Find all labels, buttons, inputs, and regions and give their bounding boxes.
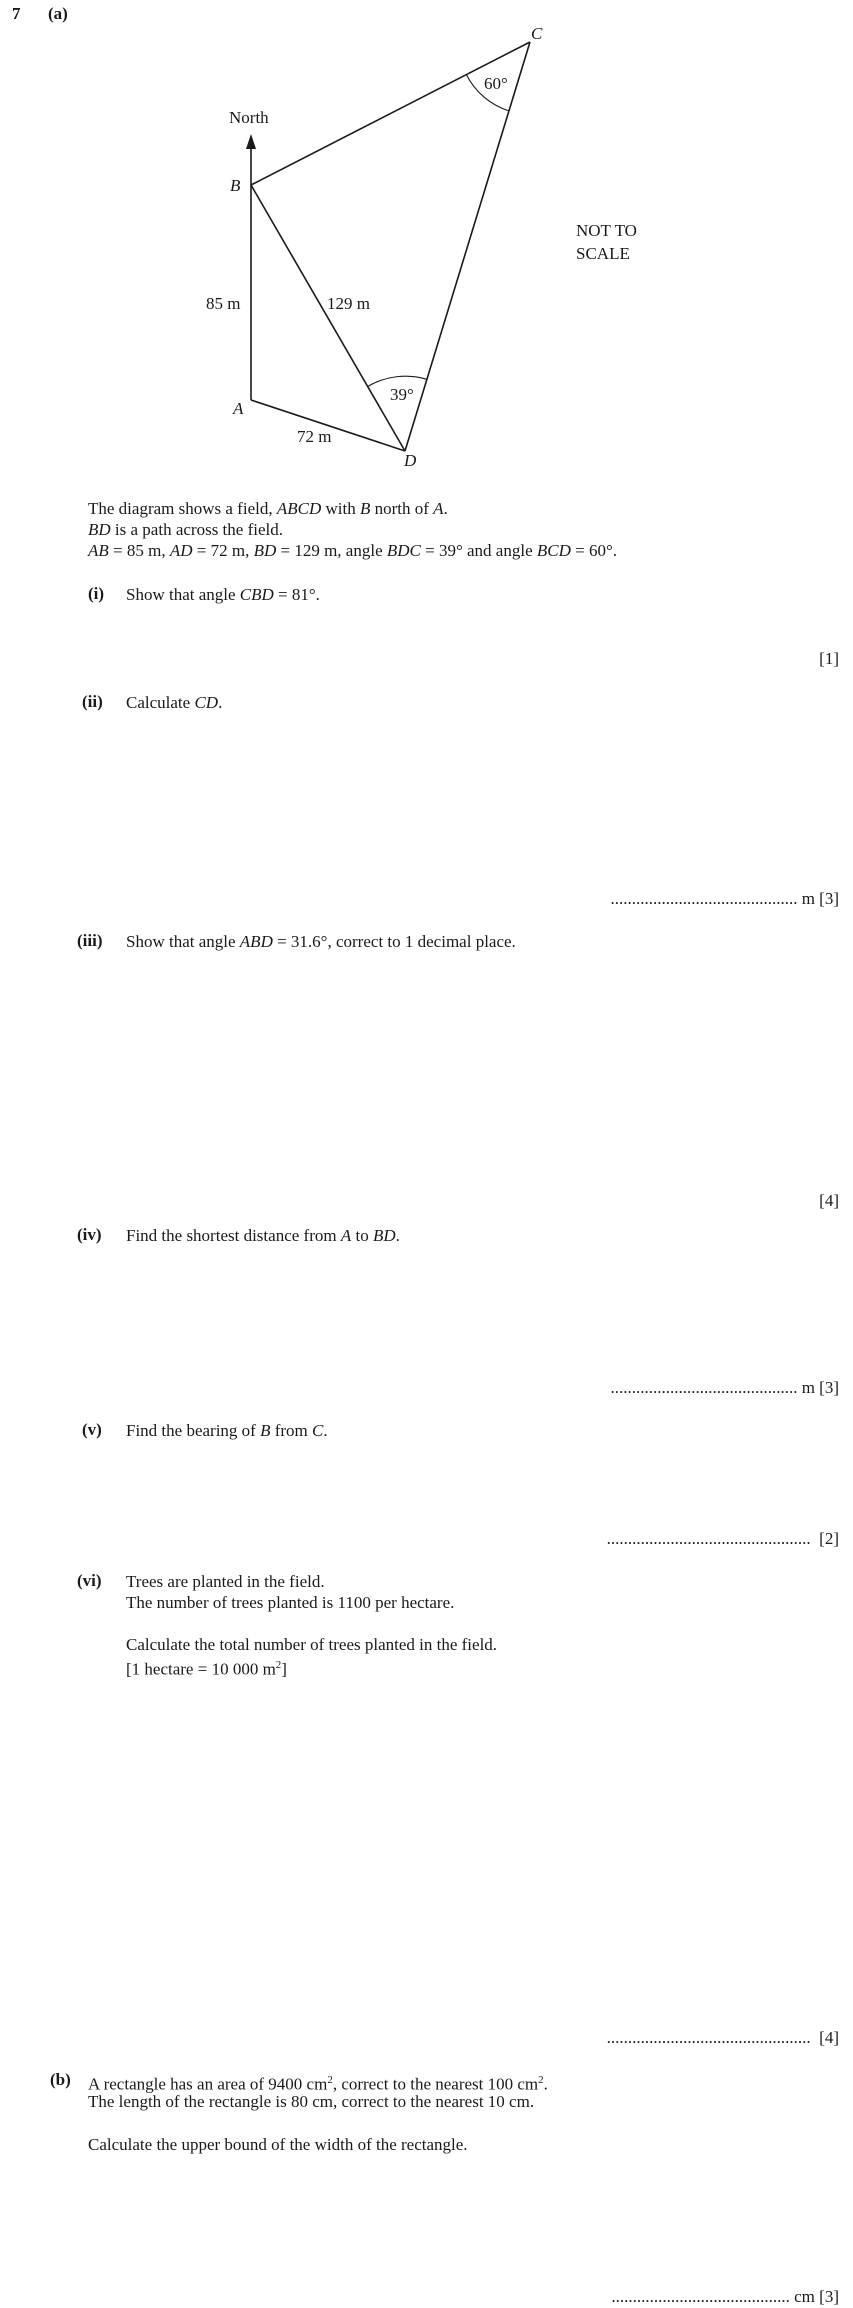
part-v-label: (v)	[82, 1420, 102, 1439]
path-bd	[251, 185, 405, 451]
question-number: 7	[12, 4, 21, 23]
point-label-c: C	[531, 24, 543, 43]
part-vi-line-3: Calculate the total number of trees planted in the field.	[126, 1635, 498, 1654]
part-v-answer-line	[607, 1528, 839, 1549]
part-a-label: (a)	[48, 4, 68, 23]
part-ii-label: (ii)	[82, 692, 103, 711]
point-label-d: D	[404, 451, 417, 470]
part-iv-marks: [3]	[819, 1378, 839, 1397]
part-vi-line-2: The number of trees planted is 1100 per hectare.	[126, 1593, 455, 1612]
edge-cd	[405, 42, 530, 451]
point-label-a: A	[233, 399, 244, 418]
part-iv-label: (iv)	[77, 1225, 102, 1244]
part-iv-answer-field[interactable]: ............................................ m	[610, 1378, 815, 1397]
not-to-scale-line2: SCALE	[576, 244, 630, 263]
length-bd-label: 129 m	[327, 294, 370, 313]
part-b-line-1: A rectangle has an area of 9400 $cm^2$, correct to the nearest 100 $cm^2$.	[88, 2074, 548, 2094]
part-b-label: (b)	[50, 2070, 71, 2089]
part-iii-text: Show that angle ABD = 31.6°, correct to 1 decimal place.	[126, 932, 516, 951]
intro-line-3: AB = 85 m, AD = 72 m, BD = 129 m, angle BDC = 39° and angle BCD = 60°.	[88, 541, 618, 560]
part-ii-marks: [3]	[819, 889, 839, 908]
part-v-text: Find the bearing of B from C.	[126, 1421, 328, 1440]
part-b-marks: [3]	[819, 2287, 839, 2306]
part-ii-text: Calculate CD.	[126, 693, 223, 712]
part-iii-label: (iii)	[77, 931, 103, 950]
part-vi-answer-line	[607, 2027, 839, 2048]
part-vi-line-1: Trees are planted in the field.	[126, 1572, 325, 1591]
intro-line-1: The diagram shows a field, ABCD with B north of A.	[88, 499, 448, 518]
intro-line-2: BD is a path across the field.	[88, 520, 283, 539]
part-b-answer-line	[611, 2286, 839, 2307]
part-i-text: Show that angle CBD = 81°.	[126, 585, 320, 604]
part-ii-answer-field[interactable]: ............................................ m	[610, 889, 815, 908]
part-i-label: (i)	[88, 584, 105, 603]
part-vi-line-4: [1 hectare = 10 000 $m^2$]	[126, 1659, 287, 1679]
part-b-line-2: The length of the rectangle is 80 cm, correct to the nearest 10 cm.	[88, 2092, 535, 2111]
part-vi-answer-field[interactable]: ................................................	[606, 2028, 811, 2047]
part-b-line-3: Calculate the upper bound of the width of the rectangle.	[88, 2135, 468, 2154]
part-iv-text: Find the shortest distance from A to BD.	[126, 1226, 400, 1245]
part-i-marks: [1]	[819, 649, 839, 668]
angle-d-label: 39°	[390, 385, 414, 404]
length-ab-label: 85 m	[206, 294, 241, 313]
part-b-unit: cm	[794, 2287, 815, 2306]
part-v-answer-field[interactable]: ................................................	[606, 1529, 811, 1548]
field-diagram	[0, 0, 853, 480]
angle-c-label: 60°	[484, 74, 508, 93]
part-b-answer-field[interactable]: ..........................................	[611, 2287, 790, 2306]
length-ad-label: 72 m	[297, 427, 332, 446]
part-vi-label: (vi)	[77, 1571, 102, 1590]
part-v-marks: [2]	[819, 1529, 839, 1548]
north-label: North	[229, 108, 269, 127]
point-label-b: B	[230, 176, 241, 195]
north-arrow-head	[246, 134, 256, 149]
part-iv-answer-line	[610, 1377, 839, 1398]
part-ii-answer-line	[610, 888, 839, 909]
edge-bc	[251, 42, 530, 185]
part-iii-marks: [4]	[819, 1191, 839, 1210]
part-vi-marks: [4]	[819, 2028, 839, 2047]
not-to-scale-line1: NOT TO	[576, 221, 637, 240]
